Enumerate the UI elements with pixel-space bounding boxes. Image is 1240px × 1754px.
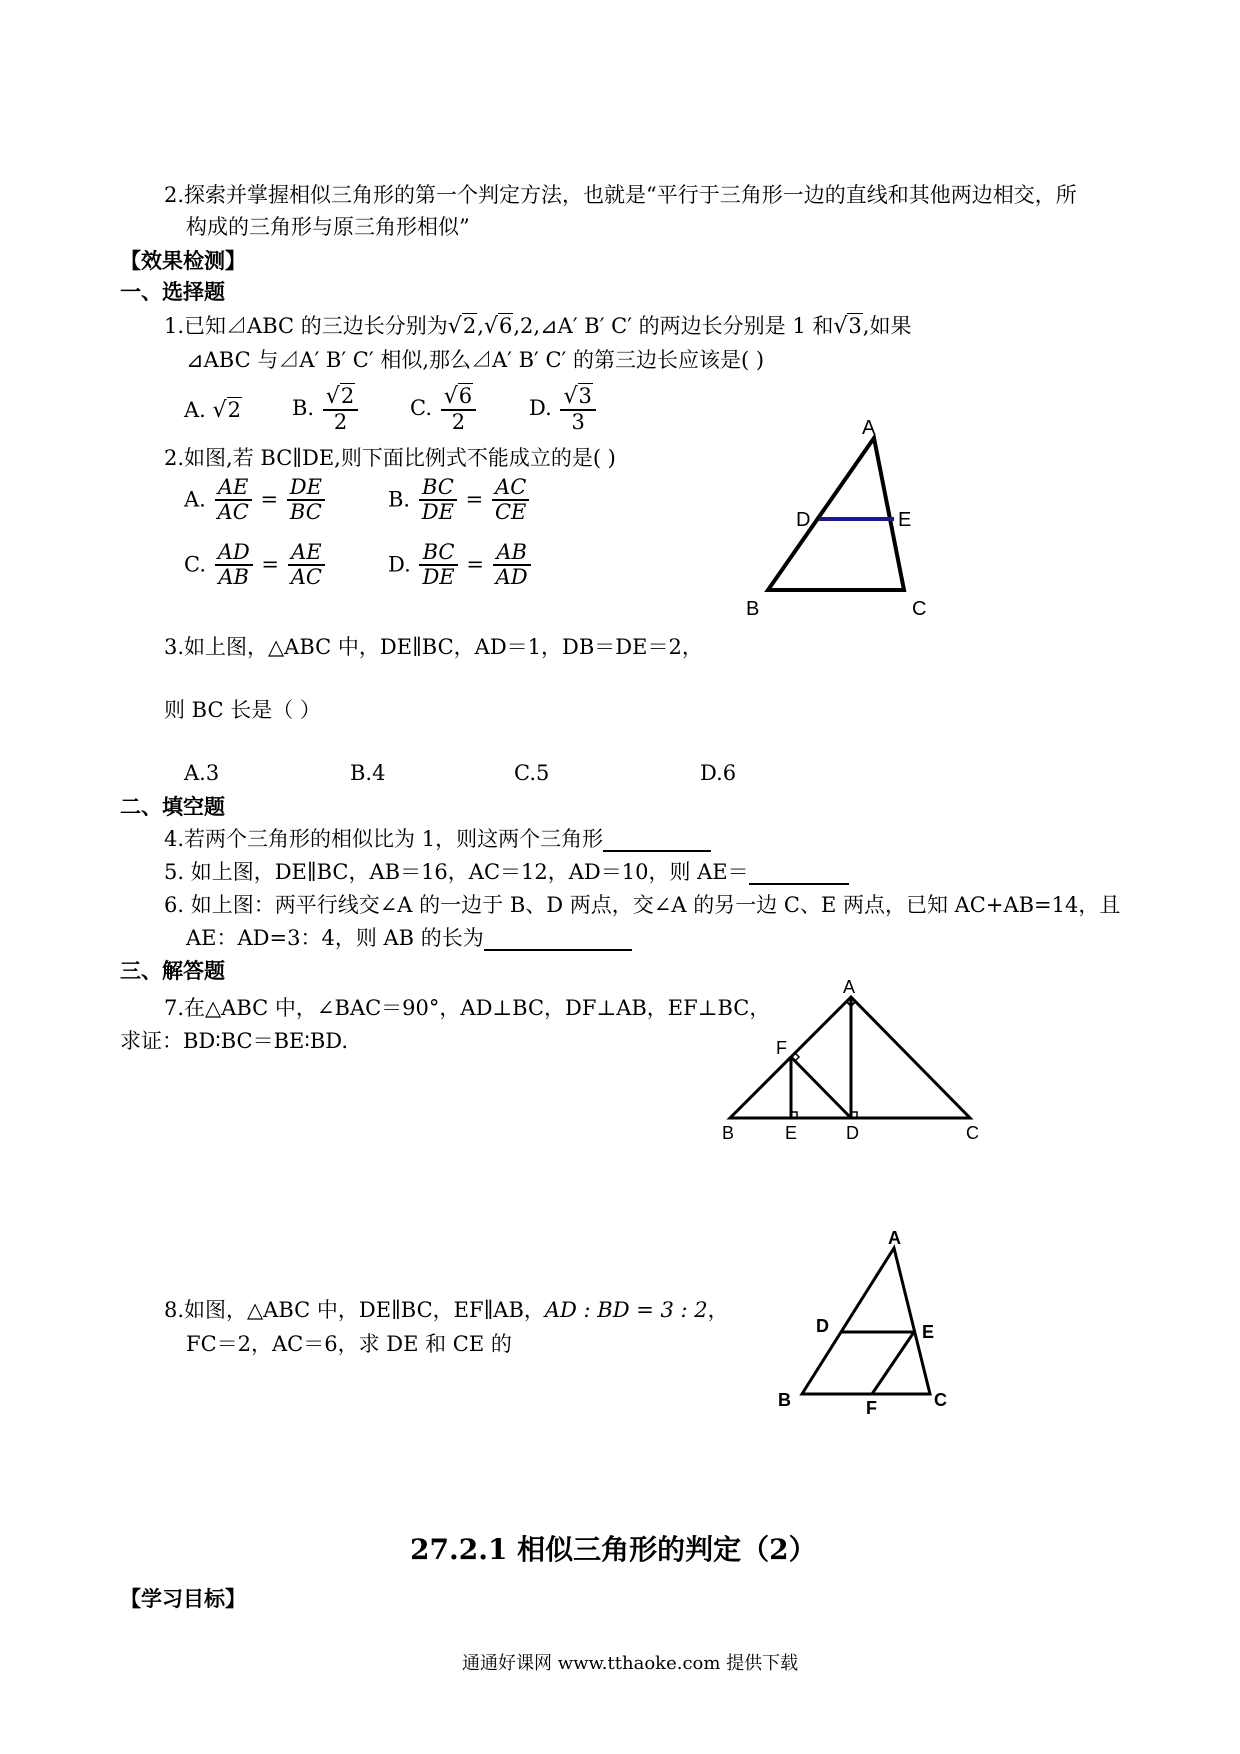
q3-option-b: B.4 xyxy=(350,761,386,785)
triangle-abc xyxy=(768,438,904,590)
q5-blank xyxy=(749,863,849,885)
label-c: C xyxy=(934,1390,947,1410)
sqrt-3: √3 xyxy=(833,314,862,339)
q7-line-2: 求证：BD∶BC＝BE∶BD. xyxy=(120,1029,349,1053)
label-e: E xyxy=(922,1322,935,1342)
label-e: E xyxy=(898,509,912,531)
label-d: D xyxy=(816,1316,829,1336)
q2-stem: 2.如图,若 BC∥DE,则下面比例式不能成立的是( ) xyxy=(164,446,616,470)
q4-blank xyxy=(603,830,711,852)
q8-ratio: AD : BD = 3 : 2 xyxy=(544,1298,708,1322)
figure-right-triangle xyxy=(718,975,988,1150)
q2-option-d: D. $\frac{BC}{DE}$ = $\frac{AB}{AD}$ xyxy=(388,541,533,589)
label-b: B xyxy=(778,1390,791,1410)
label-d: D xyxy=(846,1123,859,1143)
effect-heading: 【效果检测】 xyxy=(120,248,246,273)
q6-line-1: 6. 如上图：两平行线交∠A 的一边于 B、D 两点，交∠A 的另一边 C、E 两点，已知 AC+AB=14，且 xyxy=(164,893,1121,917)
q2-option-b: B. $\frac{BC}{DE}$ = $\frac{AC}{CE}$ xyxy=(388,476,531,524)
q8-line-2: FC＝2，AC＝6，求 DE 和 CE 的 xyxy=(186,1332,512,1356)
q3-option-d: D.6 xyxy=(700,761,737,785)
q1-option-c: C. $\frac{√6}{2}$ xyxy=(410,385,478,434)
q3-option-a: A.3 xyxy=(184,761,220,785)
figure-triangle-def xyxy=(770,1228,960,1418)
label-d: D xyxy=(796,509,811,531)
q3-stem: 3.如上图，△ABC 中，DE∥BC，AD＝1，DB＝DE＝2， xyxy=(164,635,703,659)
sqrt-2: √2 xyxy=(447,314,477,339)
label-c: C xyxy=(966,1123,979,1143)
q2-option-a: A. $\frac{AE}{AC}$ = $\frac{DE}{BC}$ xyxy=(184,476,327,524)
label-b: B xyxy=(722,1123,735,1143)
sqrt-6: √6 xyxy=(483,314,513,339)
q4: 4.若两个三角形的相似比为 1，则这两个三角形 xyxy=(164,827,711,852)
q1-line-1: 1.已知⊿ABC 的三边长分别为√2,√6,2,⊿A′ B′ C′ 的两边长分别是 1 和√3,如果 xyxy=(164,314,912,339)
q3-option-c: C.5 xyxy=(514,761,550,785)
q1-option-a: A. √2 xyxy=(184,398,241,423)
segment-df xyxy=(791,1057,851,1118)
q1-option-b: B. $\frac{√2}{2}$ xyxy=(292,385,360,434)
q3-ask: 则 BC 长是（ ） xyxy=(164,698,321,722)
right-angle-f xyxy=(795,1053,799,1061)
label-f: F xyxy=(776,1038,787,1058)
intro-line-2: 构成的三角形与原三角形相似” xyxy=(186,215,470,239)
label-a: A xyxy=(862,417,876,439)
q5: 5. 如上图，DE∥BC，AB＝16，AC＝12，AD＝10，则 AE＝ xyxy=(164,860,849,885)
goal-heading: 【学习目标】 xyxy=(120,1586,246,1611)
section1-title: 一、选择题 xyxy=(120,279,225,304)
q8-line-1: 8.如图，△ABC 中，DE∥BC，EF∥AB，AD : BD = 3 : 2， xyxy=(164,1298,729,1322)
section3-title: 三、解答题 xyxy=(120,958,225,983)
label-c: C xyxy=(912,598,927,620)
figure-triangle-abc-de xyxy=(740,410,950,620)
label-a: A xyxy=(843,977,856,997)
q6-line-2: AE：AD=3：4，则 AB 的长为 xyxy=(186,926,632,951)
segment-ef xyxy=(872,1332,914,1394)
q1-option-d: D. $\frac{√3}{3}$ xyxy=(529,385,598,434)
intro-line-1: 2.探索并掌握相似三角形的第一个判定方法，也就是“平行于三角形一边的直线和其他两边相交，所 xyxy=(164,183,1077,207)
label-b: B xyxy=(746,598,760,620)
section-title: 27.2.1 相似三角形的判定（2） xyxy=(410,1533,817,1566)
q2-option-c: C. $\frac{AD}{AB}$ = $\frac{AE}{AC}$ xyxy=(184,541,327,589)
q7-line-1: 7.在△ABC 中，∠BAC＝90°，AD⊥BC，DF⊥AB，EF⊥BC， xyxy=(164,996,771,1020)
label-a: A xyxy=(888,1228,901,1248)
q1-line-2: ⊿ABC 与⊿A′ B′ C′ 相似,那么⊿A′ B′ C′ 的第三边长应该是( ) xyxy=(186,348,765,372)
section2-title: 二、填空题 xyxy=(120,794,225,819)
label-e: E xyxy=(785,1123,798,1143)
label-f: F xyxy=(866,1398,877,1418)
q6-blank xyxy=(484,929,632,951)
page-footer: 通通好课网 www.tthaoke.com 提供下载 xyxy=(462,1653,799,1674)
